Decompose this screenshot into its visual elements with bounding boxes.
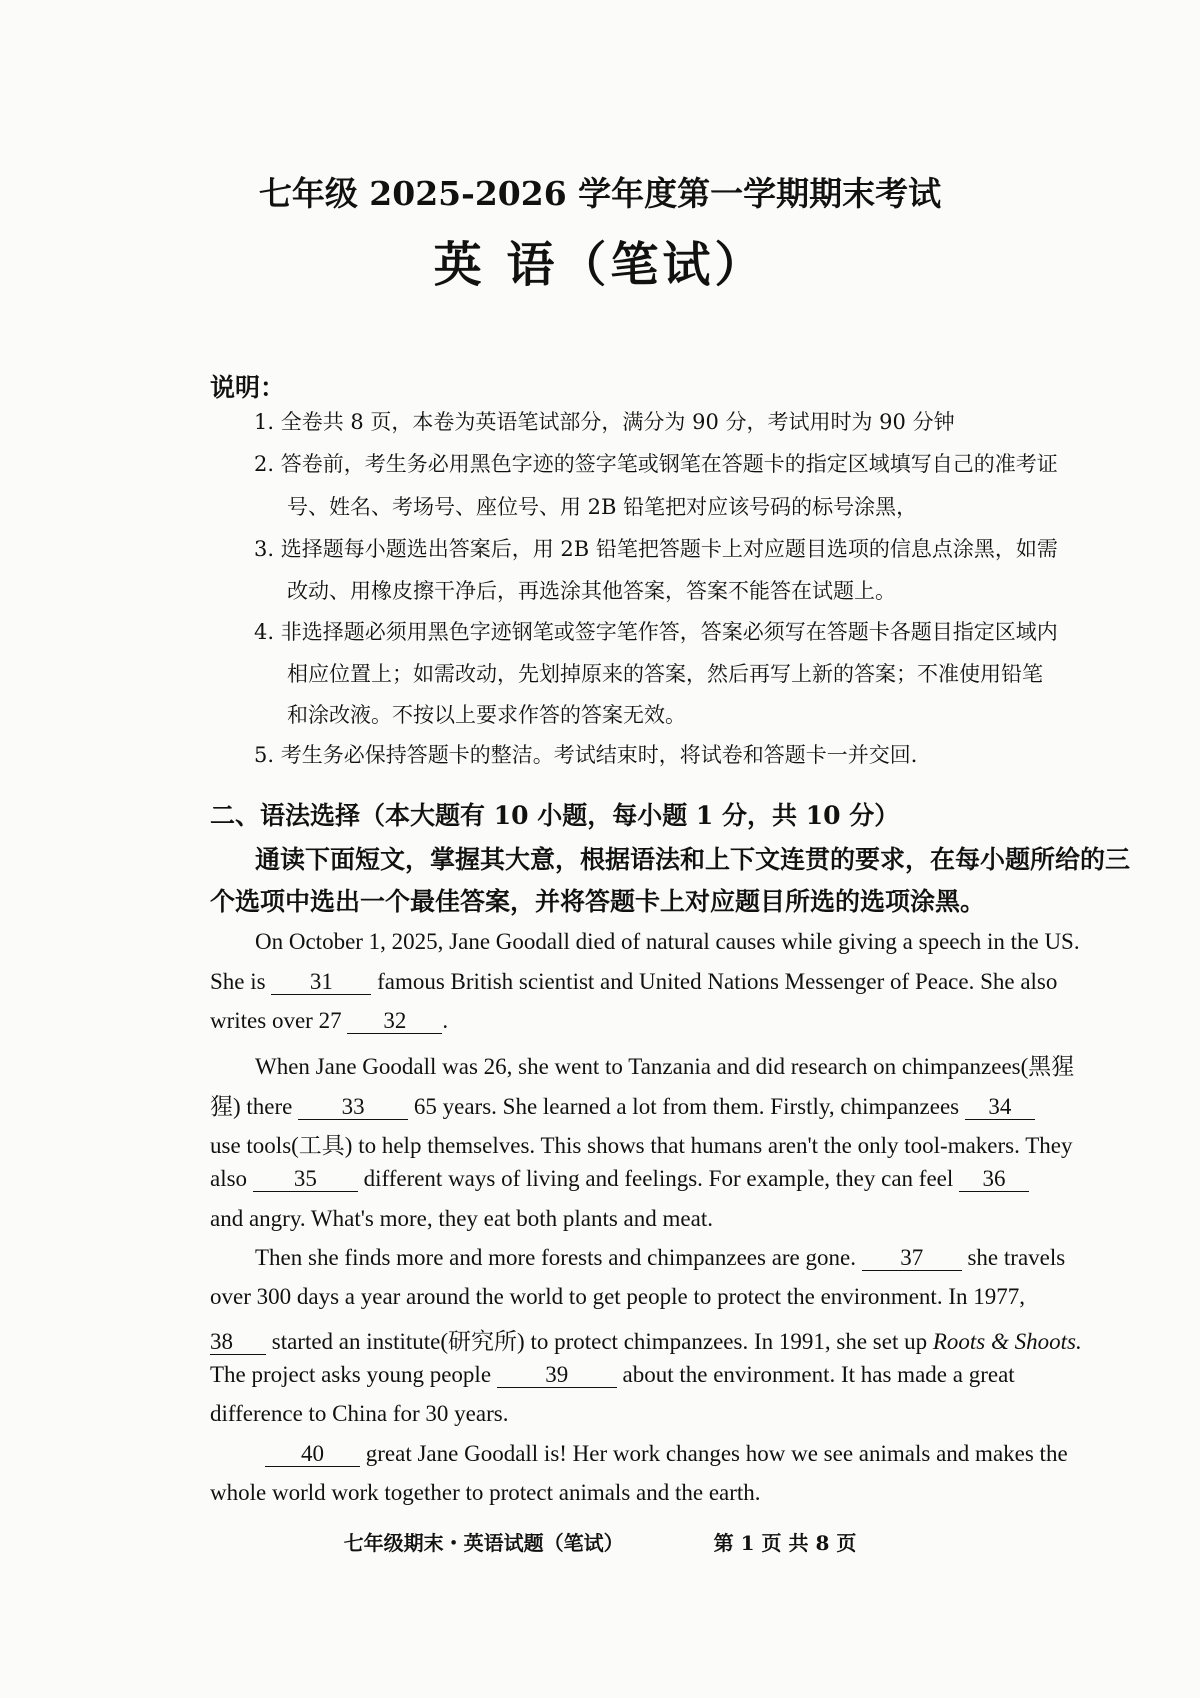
passage-text: she travels [967,1245,1066,1270]
passage-text: . [442,1008,449,1033]
passage-line-7 [210,1166,1029,1192]
passage-text: The project asks young people [210,1362,492,1387]
note-item-2-cont: 号、姓名、考场号、座位号、用 2B 铅笔把对应该号码的标号涂黑， [287,495,918,519]
passage-text: great Jane Goodall is! Her work changes how we see animals and makes the [365,1441,1068,1466]
passage-text: 65 years. She learned a lot from them. Firstly, chimpanzees [413,1094,960,1119]
blank-33: 33 [298,1094,408,1120]
passage-line-5 [210,1088,1035,1121]
section-instruction-1: 通读下面短文，掌握其大意，根据语法和上下文连贯的要求，在每小题所给的三 [255,845,1131,874]
note-item-3: 3. 选择题每小题选出答案后，用 2B 铅笔把答题卡上对应题目选项的信息点涂黑，如需 [254,537,1058,561]
blank-40: 40 [265,1441,360,1467]
passage-line-9 [255,1245,1065,1271]
project-name: Roots & Shoots. [932,1329,1082,1354]
subject-title: 英 语（笔试） [433,237,767,293]
passage-text: started an institute(研究所) to protect chimpanzees. In 1991, she set up [271,1329,928,1354]
passage-line-14 [265,1441,1068,1467]
passage-line-8: and angry. What's more, they eat both plants and meat. [210,1206,713,1231]
passage-text: 猩) there [210,1094,293,1119]
note-item-4-cont2: 和涂改液。不按以上要求作答的答案无效。 [287,703,686,727]
passage-text: She is [210,969,266,994]
passage-text: Then she finds more and more forests and chimpanzees are gone. [255,1245,856,1270]
passage-line-3 [210,1008,448,1034]
passage-line-12 [210,1362,1015,1388]
passage-line-13: difference to China for 30 years. [210,1401,509,1426]
blank-34: 34 [965,1094,1035,1120]
section-heading: 二、语法选择（本大题有 10 小题，每小题 1 分，共 10 分） [210,801,900,830]
passage-line-4: When Jane Goodall was 26, she went to Tanzania and did research on chimpanzees(黑猩 [255,1054,1075,1079]
blank-35: 35 [253,1166,358,1192]
note-item-3-cont: 改动、用橡皮擦干净后，再选涂其他答案，答案不能答在试题上。 [287,579,896,603]
page-footer [0,1527,1200,1556]
note-item-4-cont: 相应位置上；如需改动，先划掉原来的答案，然后再写上新的答案；不准使用铅笔 [287,662,1043,686]
note-item-2: 2. 答卷前，考生务必用黑色字迹的签字笔或钢笔在答题卡的指定区域填写自己的准考证 [254,452,1058,476]
notes-label: 说明： [210,373,286,402]
passage-line-15: whole world work together to protect animals and the earth. [210,1480,761,1505]
exam-title: 七年级 2025-2026 学年度第一学期期末考试 [258,174,942,213]
blank-32: 32 [347,1008,442,1034]
note-item-5: 5. 考生务必保持答题卡的整洁。考试结束时，将试卷和答题卡一并交回． [254,743,932,767]
passage-text: famous British scientist and United Nations Messenger of Peace. She also [377,969,1058,994]
passage-text: writes over 27 [210,1008,342,1033]
passage-line-10: over 300 days a year around the world to get people to protect the environment. In 1977, [210,1284,1025,1309]
blank-36: 36 [959,1166,1029,1192]
footer-title: 七年级期末・英语试题（笔试） [343,1531,624,1555]
passage-line-6: use tools(工具) to help themselves. This shows that humans aren't the only tool-makers. They [210,1133,1073,1158]
section-instruction-2: 个选项中选出一个最佳答案，并将答题卡上对应题目所选的选项涂黑。 [210,887,986,916]
blank-37: 37 [862,1245,962,1271]
passage-text: also [210,1166,248,1191]
note-item-1: 1. 全卷共 8 页，本卷为英语笔试部分，满分为 90 分，考试用时为 90 分钟 [254,410,955,434]
passage-text: different ways of living and feelings. For example, they can feel [363,1166,954,1191]
passage-line-11 [210,1323,1082,1356]
blank-38: 38 [210,1329,266,1355]
blank-39: 39 [497,1362,617,1388]
passage-line-2 [210,969,1057,995]
passage-text: about the environment. It has made a great [622,1362,1015,1387]
note-item-4: 4. 非选择题必须用黑色字迹钢笔或签字笔作答，答案必须写在答题卡各题目指定区域内 [254,620,1058,644]
passage-line-1: On October 1, 2025, Jane Goodall died of natural causes while giving a speech in the US. [255,929,1080,954]
blank-31: 31 [271,969,371,995]
page-number: 第 1 页 共 8 页 [713,1531,857,1555]
